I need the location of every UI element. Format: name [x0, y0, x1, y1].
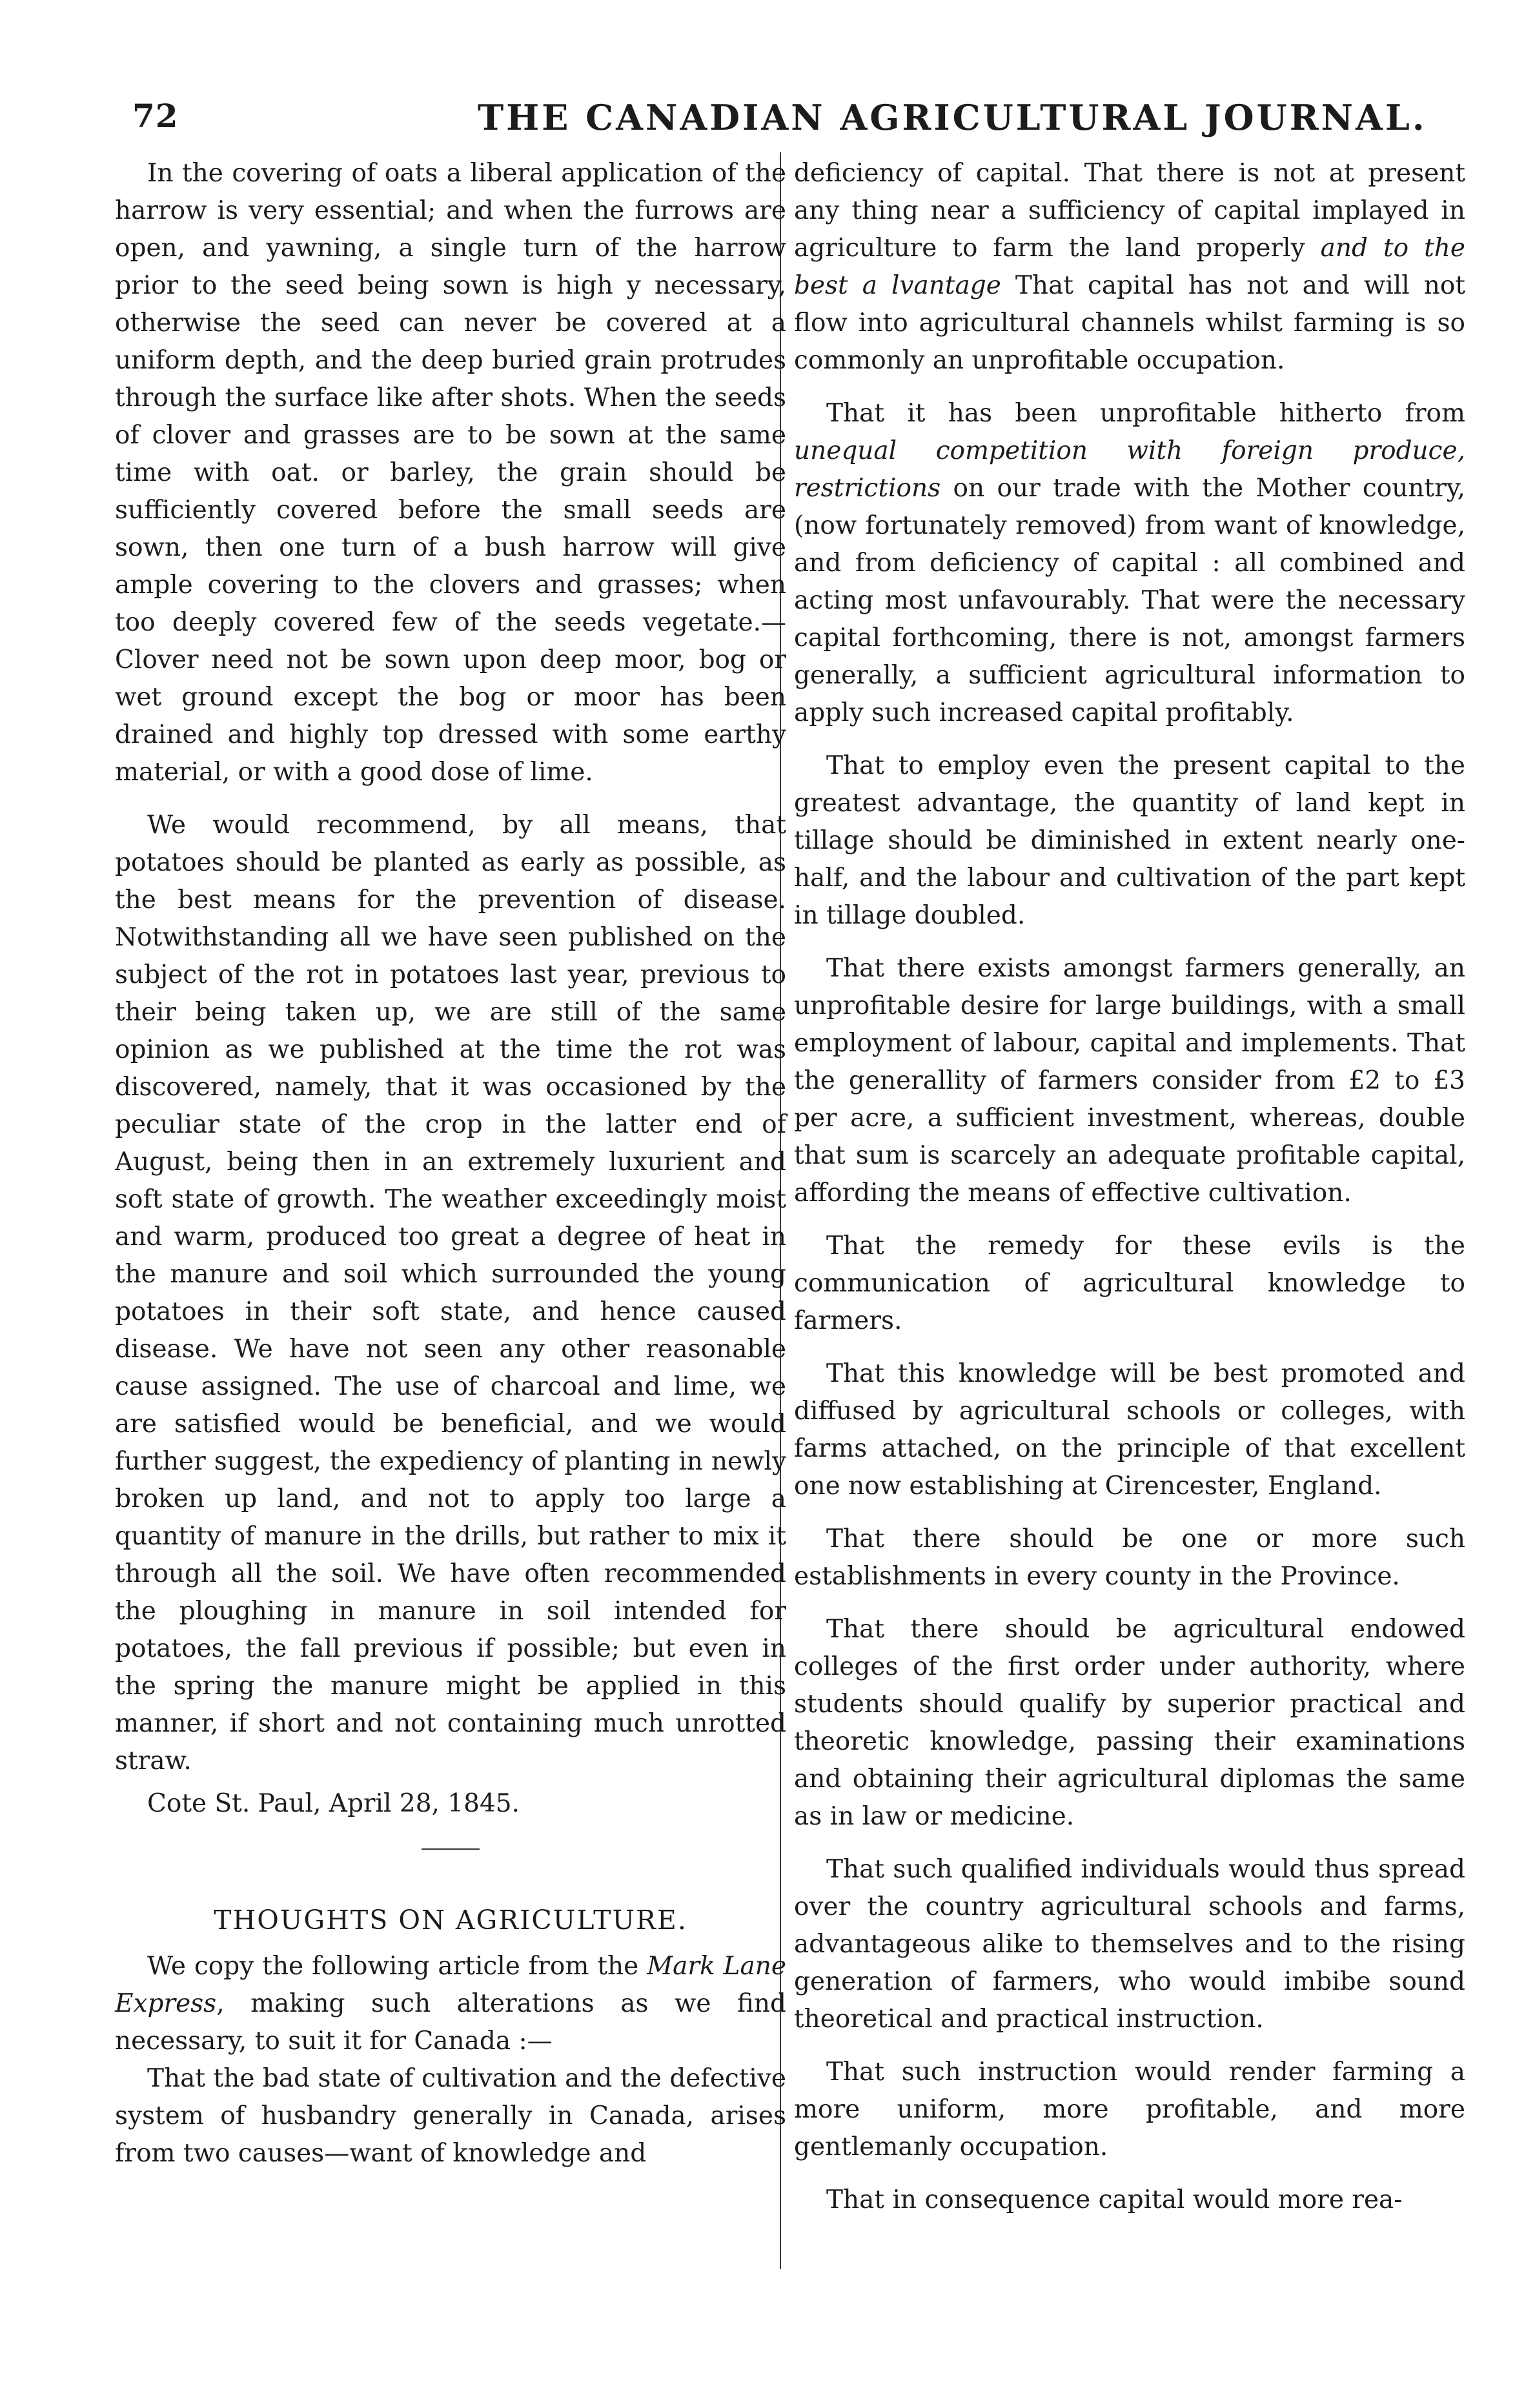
- left-column: [115, 155, 786, 2172]
- paragraph-consequence: That in consequence capital would more rea-: [826, 2185, 1403, 2214]
- paragraph-buildings: That there exists amongst farmers generally, an unprofitable desire for large buildings, with a small employment of labour, capital and implements. That the generallity of farmers consider from £2 to £3 per acre, a sufficient investment, whereas, double that sum is scarcely an adequate profitable capital, affording the means of effective cultivation.: [794, 954, 1465, 1208]
- intro-text: We copy the following article from the: [147, 1952, 647, 1981]
- italic-run: unequal competition with foreign produce, restrictions: [794, 436, 1465, 503]
- text-run: on our trade with the Mother country, (now fortunately removed) from want of knowledge, and from deficiency of capital : all combined and acting most unfavourably. That were the necessary capital forthcoming, there is not, amongst farmers generally, a sufficient agricultural information to apply such increased capital profitably.: [794, 474, 1465, 727]
- paragraph-oats-harrow: In the covering of oats a liberal application of the harrow is very essential; and when the furrows are open, and yawning, a single turn of the harrow prior to the seed being sown is high y necessary, otherwise the seed can never be covered at a uniform depth, and the deep buried grain protrudes through the surface like after shots. When the seeds of clover and grasses are to be sown at the same time with oat. or barley, the grain should be sufficiently covered before the small seeds are sown, then one turn of a bush harrow will give ample covering to the clovers and grasses; when too deeply covered few of the seeds vegetate.—Clover need not be sown upon deep moor, bog or wet ground except the bog or moor has been drained and highly top dressed with some earthy material, or with a good dose of lime.: [115, 159, 786, 787]
- paragraph-instruction: That such instruction would render farming a more uniform, more profitable, and more gentlemanly occupation.: [794, 2058, 1465, 2161]
- section-rule: [422, 1848, 480, 1850]
- text-run: That capital has not and will not flow into agricultural channels whilst farming is so commonly an unprofitable occupation.: [794, 271, 1465, 375]
- paragraph-remedy: That the remedy for these evils is the communication of agricultural knowledge to farmers.: [794, 1231, 1465, 1335]
- paragraph-tillage: That to employ even the present capital to the greatest advantage, the quantity of land kept in tillage should be diminished in extent nearly one-half, and the labour and cultivation of the part kept in tillage doubled.: [794, 751, 1465, 930]
- text-run: That it has been unprofitable hitherto from: [826, 399, 1465, 428]
- text-run: deficiency of capital. That there is not at present any thing near a sufficiency of capital implayed in agriculture to farm the land properly: [794, 159, 1465, 263]
- intro-source: Mark Lane Express: [115, 1952, 786, 2018]
- intro-text-after: , making such alterations as we find necessary, to suit it for Canada :—: [115, 1989, 786, 2056]
- page-header: [0, 97, 1535, 148]
- signoff-dateline: Cote St. Paul, April 28, 1845.: [147, 1789, 520, 1818]
- paragraph-schools: That this knowledge will be best promoted and diffused by agricultural schools or colleges, with farms attached, on the principle of that excellent one now establishing at Cirencester, England.: [794, 1359, 1465, 1501]
- paragraph-qualified: That such qualified individuals would thus spread over the country agricultural schools and farms, advantageous alike to themselves and to the rising generation of farmers, who would imbibe sound theoretical and practical instruction.: [794, 1855, 1465, 2034]
- paragraph-unprofitable: [794, 395, 1465, 732]
- running-title: THE CANADIAN AGRICULTURAL JOURNAL.: [478, 97, 1427, 138]
- section-title: THOUGHTS ON AGRICULTURE.: [214, 1905, 687, 1936]
- paragraph-bad-state: That the bad state of cultivation and the defective system of husbandry generally in Canada, arises from two causes—want of knowledge and: [115, 2064, 786, 2168]
- intro-paragraph: [115, 1948, 786, 2060]
- page-number: 72: [132, 97, 179, 135]
- paragraph-potatoes: We would recommend, by all means, that potatoes should be planted as early as possible, as the best means for the prevention of disease. Notwithstanding all we have seen published on the subject of the rot in potatoes last year, previous to their being taken up, we are still of the same opinion as we published at the time the rot was discovered, namely, that it was occasioned by the peculiar state of the crop in the latter end of August, being then in an extremely luxurient and soft state of growth. The weather exceedingly moist and warm, produced too great a degree of heat in the manure and soil which surrounded the young potatoes in their soft state, and hence caused disease. We have not seen any other reasonable cause assigned. The use of charcoal and lime, we are satisfied would be beneficial, and we would further suggest, the expediency of planting in newly broken up land, and not to apply too large a quantity of manure in the drills, but rather to mix it through all the soil. We have often recommended the ploughing in manure in soil intended for potatoes, the fall previous if possible; but even in the spring the manure might be applied in this manner, if short and not containing much unrotted straw.: [115, 811, 786, 1776]
- right-column: [794, 155, 1465, 2219]
- paragraph-colleges: That there should be agricultural endowed colleges of the first order under authority, where students should qualify by superior practical and theoretic knowledge, passing their examinations and obtaining their agricultural diplomas the same as in law or medicine.: [794, 1615, 1465, 1831]
- paragraph-capital: [794, 155, 1465, 379]
- italic-run: and to the best a lvantage: [794, 234, 1465, 300]
- paragraph-establishments: That there should be one or more such establishments in every county in the Province.: [794, 1524, 1465, 1591]
